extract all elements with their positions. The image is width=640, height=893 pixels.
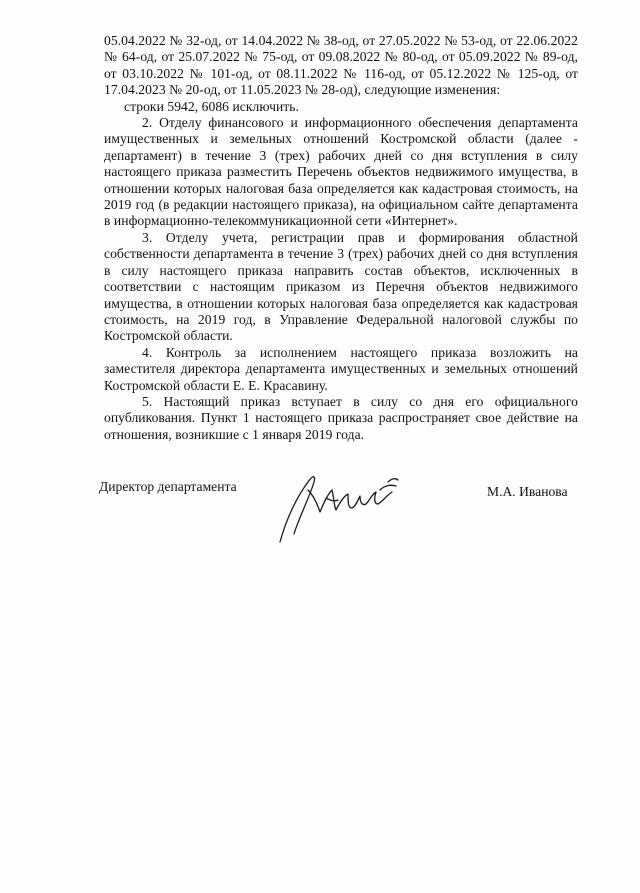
handwritten-signature [268, 460, 408, 550]
paragraph-amendment-list: 05.04.2022 № 32-од, от 14.04.2022 № 38-од, от 27.05.2022 № 53-од, от 22.06.2022 № 64-од, от 25.07.2022 № 75-од, от 09.08.2022 № 80-од, от 05.09.2022 № 89-од, от 03.10.2022 № 101-од, от 08.11.2022 № 116-од, от 05.12.2022 № 125-од, от 17.04.2023 № 20-од, от 11.05.2023 № 28-од), следующие изменения: [104, 33, 578, 98]
signatory-role: Директор департамента [99, 479, 237, 494]
signatory-name: М.А. Иванова [487, 484, 568, 499]
paragraph-exclusion: строки 5942, 6086 исключить. [124, 98, 299, 114]
paragraph-item-4: 4. Контроль за исполнением настоящего приказа возложить на заместителя директора департамента имущественных и земельных отношений Костромской области Е. Е. Красавину. [104, 344, 578, 393]
document-body [104, 33, 578, 443]
paragraph-item-3: 3. Отделу учета, регистрации прав и формирования областной собственности департамента в течение 3 (трех) рабочих дней со дня вступления в силу настоящего приказа направить состав объектов, исключенных в соответствии с настоящим приказом из Перечня объектов недвижимого имущества, в отношении которых налоговая база определяется как кадастровая стоимость, на 2019 год, в Управление Федеральной налоговой службы по Костромской области. [104, 229, 578, 344]
paragraph-item-5: 5. Настоящий приказ вступает в силу со дня его официального опубликования. Пункт 1 настоящего приказа распространяет свое действие на отношения, возникшие с 1 января 2019 года. [104, 393, 578, 442]
paragraph-item-2: 2. Отделу финансового и информационного обеспечения департамента имущественных и земельных отношений Костромской области (далее - департамент) в течение 3 (трех) рабочих дней со дня вступления в силу настоящего приказа разместить Перечень объектов недвижимого имущества, в отношении которых налоговая база определяется как кадастровая стоимость, на 2019 год (в редакции настоящего приказа), на официальном сайте департамента в информационно-телекоммуникационной сети «Интернет». [104, 115, 578, 229]
